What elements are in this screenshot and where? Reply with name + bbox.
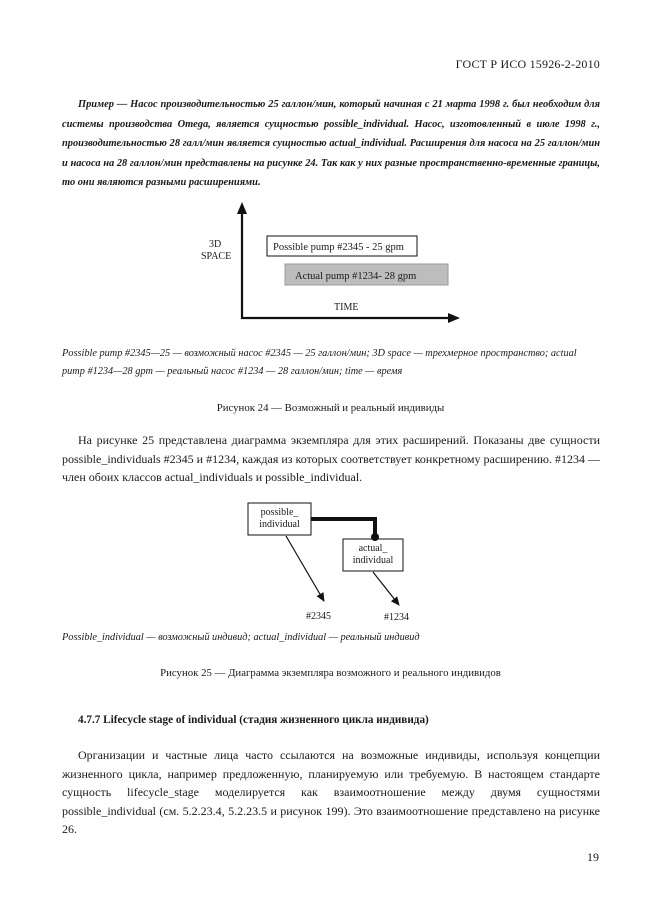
figure25-caption: Рисунок 25 — Диаграмма экземпляра возможного и реального индивидов	[160, 667, 501, 679]
instance-1234: #1234	[384, 612, 409, 623]
axis-x-label-time: TIME	[334, 302, 359, 313]
paragraph-figure25-intro: На рисунке 25 представлена диаграмма экземпляра для этих расширений. Показаны две сущности possible_individuals #2345 и #1234, каждая из которых соответствует конкретному расширению. #1234 — член обоих классов actual_individuals и possible_individual.	[62, 433, 600, 484]
y-axis-arrow-icon	[237, 202, 247, 214]
actual-individual-line2: individual	[352, 555, 394, 566]
axis-y-label-3d: 3D	[209, 239, 222, 250]
actual-pump-label: Actual pump #1234- 28 gpm	[295, 271, 417, 282]
section-heading: 4.7.7 Lifecycle stage of individual (стадия жизненного цикла индивида)	[78, 714, 429, 726]
possible-individual-label	[248, 507, 311, 531]
actual-individual-line1: actual_	[358, 543, 388, 554]
figure24-caption: Рисунок 24 — Возможный и реальный индивиды	[216, 402, 445, 414]
document-header: ГОСТ Р ИСО 15926-2-2010	[455, 57, 600, 71]
possible-individual-line1: possible_	[260, 507, 299, 518]
classification-connector	[311, 519, 375, 539]
x-axis-arrow-icon	[448, 313, 460, 323]
connector-dot-icon	[371, 533, 379, 541]
figure24-legend: Possible pump #2345—25 — возможный насос #2345 — 25 галлон/мин; 3D space — трехмерное пространство; actual pump #1234—28 gpm — реальный насос #1234 — 28 галлон/мин; time — время	[62, 348, 577, 377]
axis-y-label-space: SPACE	[201, 251, 232, 262]
possible-pump-label: Possible pump #2345 - 25 gpm	[273, 242, 404, 253]
possible-individual-line2: individual	[259, 519, 300, 530]
page-number: 19	[587, 850, 599, 864]
arrow-to-1234	[373, 572, 399, 605]
actual-individual-label	[343, 543, 403, 567]
arrow-to-2345	[286, 536, 324, 601]
example-paragraph: Пример — Насос производительностью 25 галлон/мин, который начиная с 21 марта 1998 г. был необходим для системы производства Omega, является сущностью possible_individual. Насос, изготовленный в июле 1998 г., производительностью 28 галл/мин является сущностью actual_individual. Расширения для насоса на 25 галлон/мин и насоса на 28 галлон/мин представлены на рисунке 24. Так как у них разные пространственно-временные границы, то они являются разными расширениями.	[62, 99, 600, 188]
instance-2345: #2345	[306, 611, 331, 622]
figure25-legend: Possible_individual — возможный индивид; actual_individual — реальный индивид	[62, 632, 420, 643]
final-paragraph: Организации и частные лица часто ссылаются на возможные индивиды, используя концепции жизненного цикла, например предложенную, планируемую или требуемую. В настоящем стандарте сущность lifecycle_stage моделируется как взаимоотношение между двумя сущностями possible_individual (см. 5.2.23.4, 5.2.23.5 и рисунок 199). Это взаимоотношение представлено на рисунке 26.	[62, 748, 600, 836]
